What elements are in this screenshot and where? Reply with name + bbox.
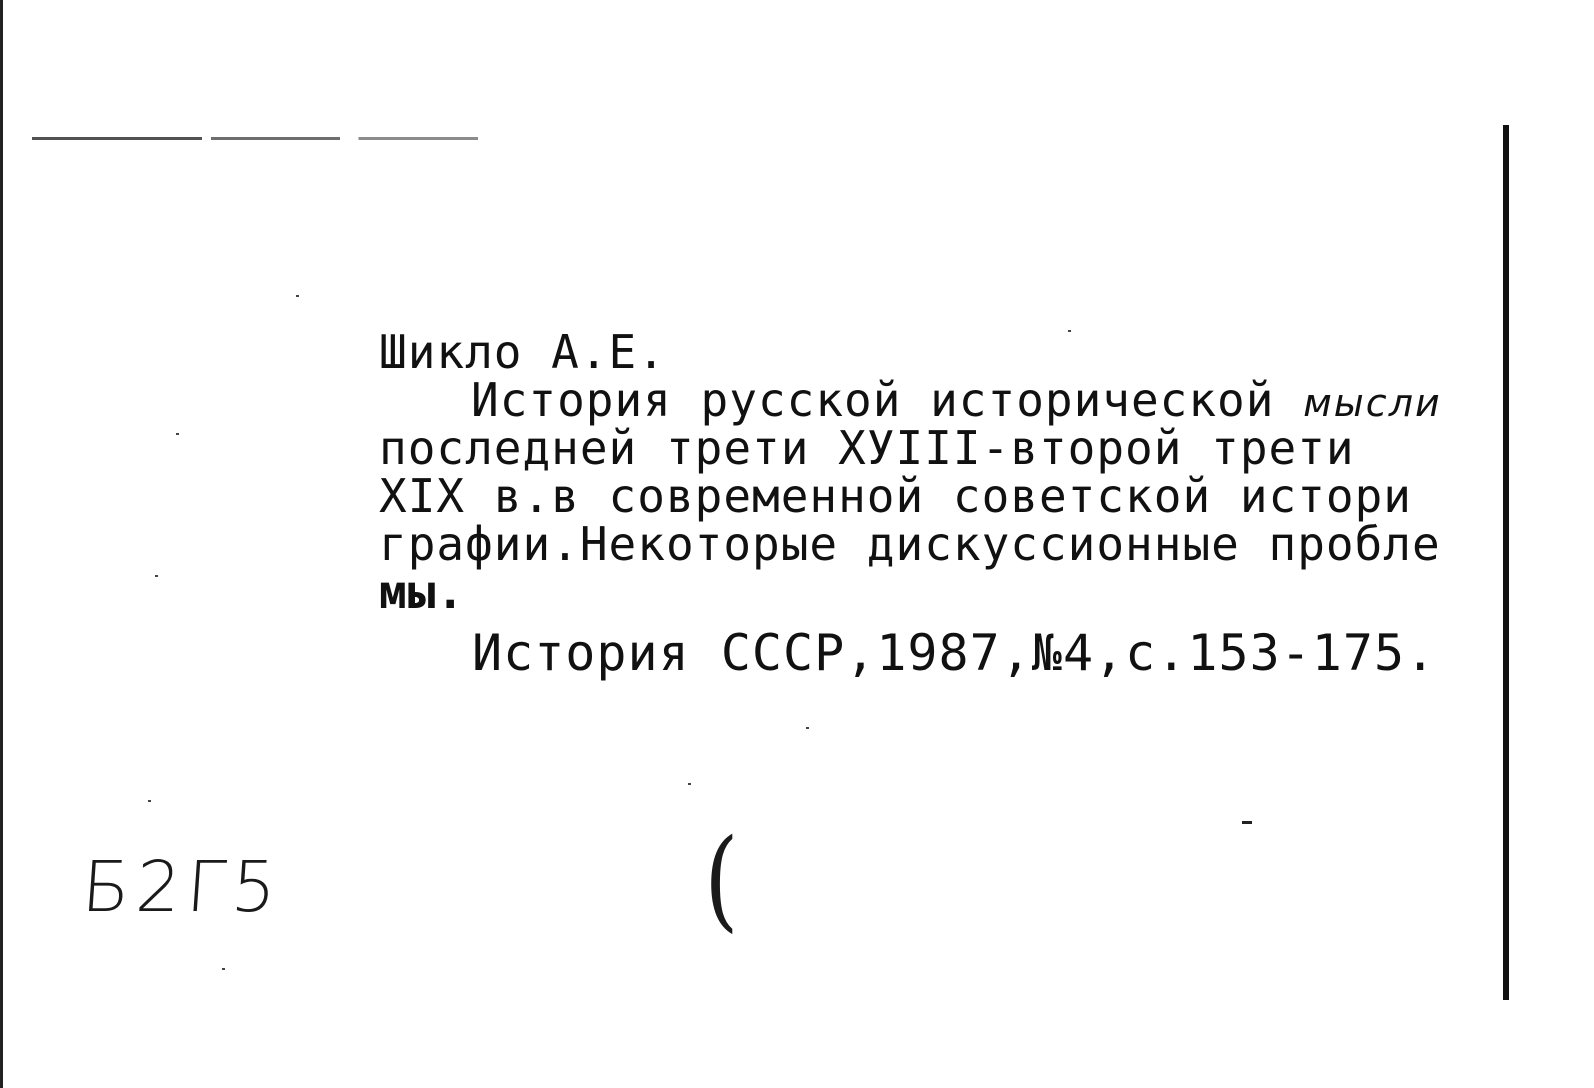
speck: [176, 433, 179, 435]
card-left-edge: [0, 0, 3, 1088]
speck: [806, 727, 809, 729]
right-margin-line: [1503, 125, 1509, 1000]
author-name: Шикло А.Е.: [379, 328, 666, 379]
title-line-3: XIX в.в современной советской истори: [379, 469, 1412, 523]
top-rule-line: [18, 137, 478, 140]
speck: [148, 800, 151, 802]
title-handwritten-insert: мысли: [1303, 381, 1442, 425]
source-citation: История СССР,1987,№4,с.153-175.: [472, 624, 1437, 682]
shelf-mark: Б2Г5: [79, 846, 285, 928]
title-line-1-typed: История русской исторической: [471, 373, 1304, 427]
pencil-dash: [1242, 821, 1252, 824]
bibliographic-entry: [379, 328, 1499, 616]
speck: [155, 575, 158, 577]
speck: [222, 968, 225, 970]
speck: [688, 783, 691, 785]
speck: [296, 295, 299, 297]
title-line-5: мы.: [379, 565, 466, 616]
title-line-2: последней трети ХУIII-второй трети: [379, 421, 1355, 475]
handwritten-bracket: (: [704, 815, 739, 943]
title-line-1: [379, 373, 1499, 427]
title-line-4: графии.Некоторые дискуссионные пробле: [379, 517, 1441, 571]
